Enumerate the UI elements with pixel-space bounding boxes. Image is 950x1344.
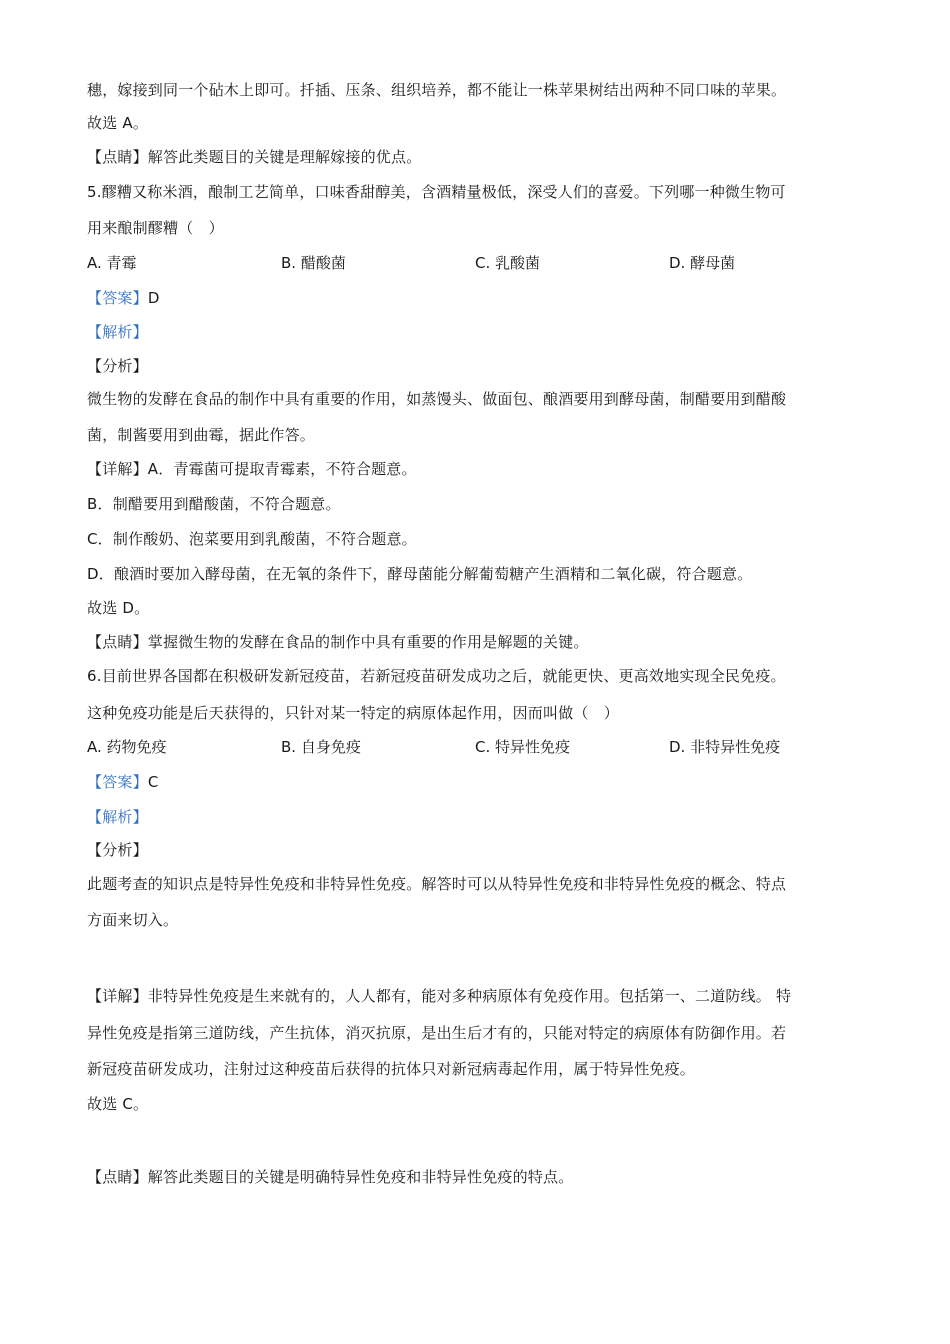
fenxi-tag: 【分析】 (87, 357, 148, 375)
question-6-stem: 6.目前世界各国都在积极研发新冠疫苗，若新冠疫苗研发成功之后，就能更快、更高效地实现全民免疫。 (87, 667, 786, 685)
detail-line: D．酿酒时要加入酵母菌，在无氧的条件下，酵母菌能分解葡萄糖产生酒精和二氧化碳，符合题意。 (87, 565, 753, 583)
text-line: 穗，嫁接到同一个砧木上即可。扦插、压条、组织培养，都不能让一株苹果树结出两种不同口味的苹果。 (87, 81, 787, 99)
detail-line: 异性免疫是指第三道防线，产生抗体，消灭抗原，是出生后才有的，只能对特定的病原体有防御作用。若 (87, 1024, 787, 1042)
option-a: A. 药物免疫 (87, 738, 167, 756)
text-line: 【点睛】解答此类题目的关键是明确特异性免疫和非特异性免疫的特点。 (87, 1168, 574, 1186)
detail-line: 【详解】非特异性免疫是生来就有的，人人都有，能对多种病原体有免疫作用。包括第一、二道防线。 特 (87, 987, 792, 1005)
question-5-stem: 用来酿制醪糟（ ） (87, 219, 224, 237)
detail-line: 新冠疫苗研发成功，注射过这种疫苗后获得的抗体只对新冠病毒起作用，属于特异性免疫。 (87, 1060, 696, 1078)
question-6-stem: 这种免疫功能是后天获得的，只针对某一特定的病原体起作用，因而叫做（ ） (87, 704, 620, 722)
option-d: D. 非特异性免疫 (669, 738, 781, 756)
text-line: 【点睛】解答此类题目的关键是理解嫁接的优点。 (87, 148, 422, 166)
option-b: B. 醋酸菌 (281, 254, 346, 272)
answer-value: C (147, 773, 159, 791)
answer-value: D (147, 289, 160, 307)
text-line: 此题考查的知识点是特异性免疫和非特异性免疫。解答时可以从特异性免疫和非特异性免疫的概念、特点 (87, 875, 787, 893)
analysis-tag: 【解析】 (87, 323, 148, 341)
option-b: B. 自身免疫 (281, 738, 361, 756)
option-a: A. 青霉 (87, 254, 137, 272)
analysis-tag: 【解析】 (87, 808, 148, 826)
text-line: 故选 C。 (87, 1095, 149, 1113)
detail-line: C．制作酸奶、泡菜要用到乳酸菌，不符合题意。 (87, 530, 417, 548)
text-line: 故选 A。 (87, 114, 149, 132)
text-line: 微生物的发酵在食品的制作中具有重要的作用，如蒸馒头、做面包、酿酒要用到酵母菌，制醋要用到醋酸 (87, 390, 787, 408)
answer-tag: 【答案】 (87, 773, 148, 791)
text-line: 方面来切入。 (87, 911, 179, 929)
text-line: 故选 D。 (87, 599, 150, 617)
text-line: 菌，制酱要用到曲霉，据此作答。 (87, 426, 316, 444)
fenxi-tag: 【分析】 (87, 841, 148, 859)
text-line: 【点睛】掌握微生物的发酵在食品的制作中具有重要的作用是解题的关键。 (87, 633, 589, 651)
option-d: D. 酵母菌 (669, 254, 736, 272)
answer-line (87, 771, 159, 793)
answer-line (87, 287, 160, 309)
detail-line: 【详解】A．青霉菌可提取青霉素，不符合题意。 (87, 460, 417, 478)
answer-tag: 【答案】 (87, 289, 148, 307)
question-5-stem: 5.醪糟又称米酒，酿制工艺简单，口味香甜醇美，含酒精量极低，深受人们的喜爱。下列哪一种微生物可 (87, 183, 786, 201)
detail-line: B．制醋要用到醋酸菌，不符合题意。 (87, 495, 341, 513)
option-c: C. 乳酸菌 (475, 254, 541, 272)
option-c: C. 特异性免疫 (475, 738, 571, 756)
